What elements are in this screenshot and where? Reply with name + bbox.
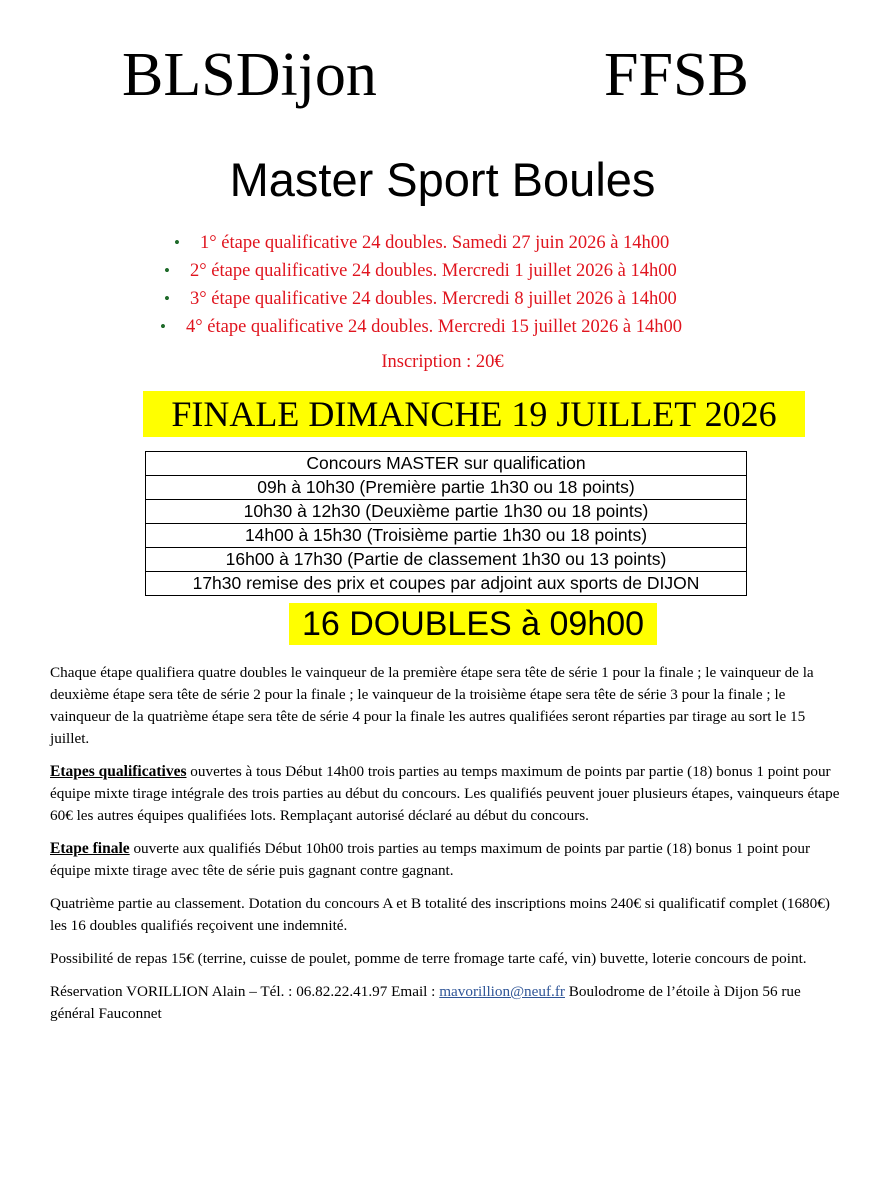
paragraph-final xyxy=(50,838,842,882)
paragraph-qualifying xyxy=(50,761,842,827)
event-title: Master Sport Boules xyxy=(229,153,656,206)
club-name: BLSDijon xyxy=(122,41,377,109)
paragraph-contact xyxy=(50,981,842,1025)
list-item xyxy=(0,229,885,257)
schedule-table xyxy=(145,451,747,596)
stage-text: 3° étape qualificative 24 doubles. Mercredi 8 juillet 2026 à 14h00 xyxy=(190,289,677,309)
table-row xyxy=(146,524,747,548)
final-label: Etape finale xyxy=(50,840,130,857)
address-text: Boulodrome de l’étoile à Dijon 56 rue général Fauconnet xyxy=(50,983,801,1022)
federation-name: FFSB xyxy=(604,41,749,109)
stage-text: 1° étape qualificative 24 doubles. Samedi 27 juin 2026 à 14h00 xyxy=(200,233,670,253)
bullet-icon: • xyxy=(160,317,166,336)
list-item xyxy=(0,313,885,341)
qualifying-text: ouvertes à tous Début 14h00 trois parties au temps maximum de points par partie (18) bonus 1 point pour équipe mixte tirage intégrale des trois parties au début du concours. Les qualifiés peuvent jouer plusieurs étapes, vainqueurs étape 60€ les autres équipes qualifiées lots. Remplaçant autorisé déclaré au début du concours. xyxy=(50,763,840,824)
list-item xyxy=(0,285,885,313)
schedule-cell: 09h à 10h30 (Première partie 1h30 ou 18 points) xyxy=(146,476,747,500)
schedule-cell: 10h30 à 12h30 (Deuxième partie 1h30 ou 18 points) xyxy=(146,500,747,524)
final-text: ouverte aux qualifiés Début 10h00 trois parties au temps maximum de points par partie (18) bonus 1 point pour équipe mixte tirage avec tête de série puis gagnant contre gagnant. xyxy=(50,840,811,879)
stage-text: 4° étape qualificative 24 doubles. Mercredi 15 juillet 2026 à 14h00 xyxy=(186,317,682,337)
contact-text: Réservation VORILLION Alain – Tél. : 06.82.22.41.97 Email : xyxy=(50,983,440,1000)
table-row xyxy=(146,572,747,596)
bullet-icon: • xyxy=(164,289,170,308)
email-link[interactable]: mavorillion@neuf.fr xyxy=(439,983,565,1000)
paragraph-prizes: Quatrième partie au classement. Dotation du concours A et B totalité des inscriptions moins 240€ si qualificatif complet (1680€) les 16 doubles qualifiés reçoivent une indemnité. xyxy=(50,895,830,934)
table-row xyxy=(146,476,747,500)
schedule-cell: 16h00 à 17h30 (Partie de classement 1h30 ou 13 points) xyxy=(146,548,747,572)
bullet-icon: • xyxy=(164,261,170,280)
schedule-cell: 17h30 remise des prix et coupes par adjoint aux sports de DIJON xyxy=(146,572,747,596)
paragraph-seeding: Chaque étape qualifiera quatre doubles le vainqueur de la première étape sera tête de série 1 pour la finale ; le vainqueur de la deuxième étape sera tête de série 2 pour la finale ; le vainqueur de la troisième étape sera tête de série 3 pour la finale ; le vainqueur de la quatrième étape sera tête de série 4 pour la finale les autres qualifiées seront réparties par tirage au sort le 15 juillet. xyxy=(50,664,814,747)
finale-banner: FINALE DIMANCHE 19 JUILLET 2026 xyxy=(143,391,805,437)
schedule-cell: Concours MASTER sur qualification xyxy=(146,452,747,476)
paragraph-meal: Possibilité de repas 15€ (terrine, cuisse de poulet, pomme de terre fromage tarte café, vin) buvette, loterie concours de point. xyxy=(50,950,807,967)
table-row xyxy=(146,452,747,476)
schedule-cell: 14h00 à 15h30 (Troisième partie 1h30 ou 18 points) xyxy=(146,524,747,548)
stage-text: 2° étape qualificative 24 doubles. Mercredi 1 juillet 2026 à 14h00 xyxy=(190,261,677,281)
table-row xyxy=(146,500,747,524)
qualifying-label: Etapes qualificatives xyxy=(50,763,187,780)
doubles-banner: 16 DOUBLES à 09h00 xyxy=(289,603,657,645)
bullet-icon: • xyxy=(174,233,180,252)
rules-text xyxy=(50,662,842,1036)
table-row xyxy=(146,548,747,572)
inscription-fee: Inscription : 20€ xyxy=(381,352,504,372)
list-item xyxy=(0,257,885,285)
stage-list xyxy=(0,229,885,341)
